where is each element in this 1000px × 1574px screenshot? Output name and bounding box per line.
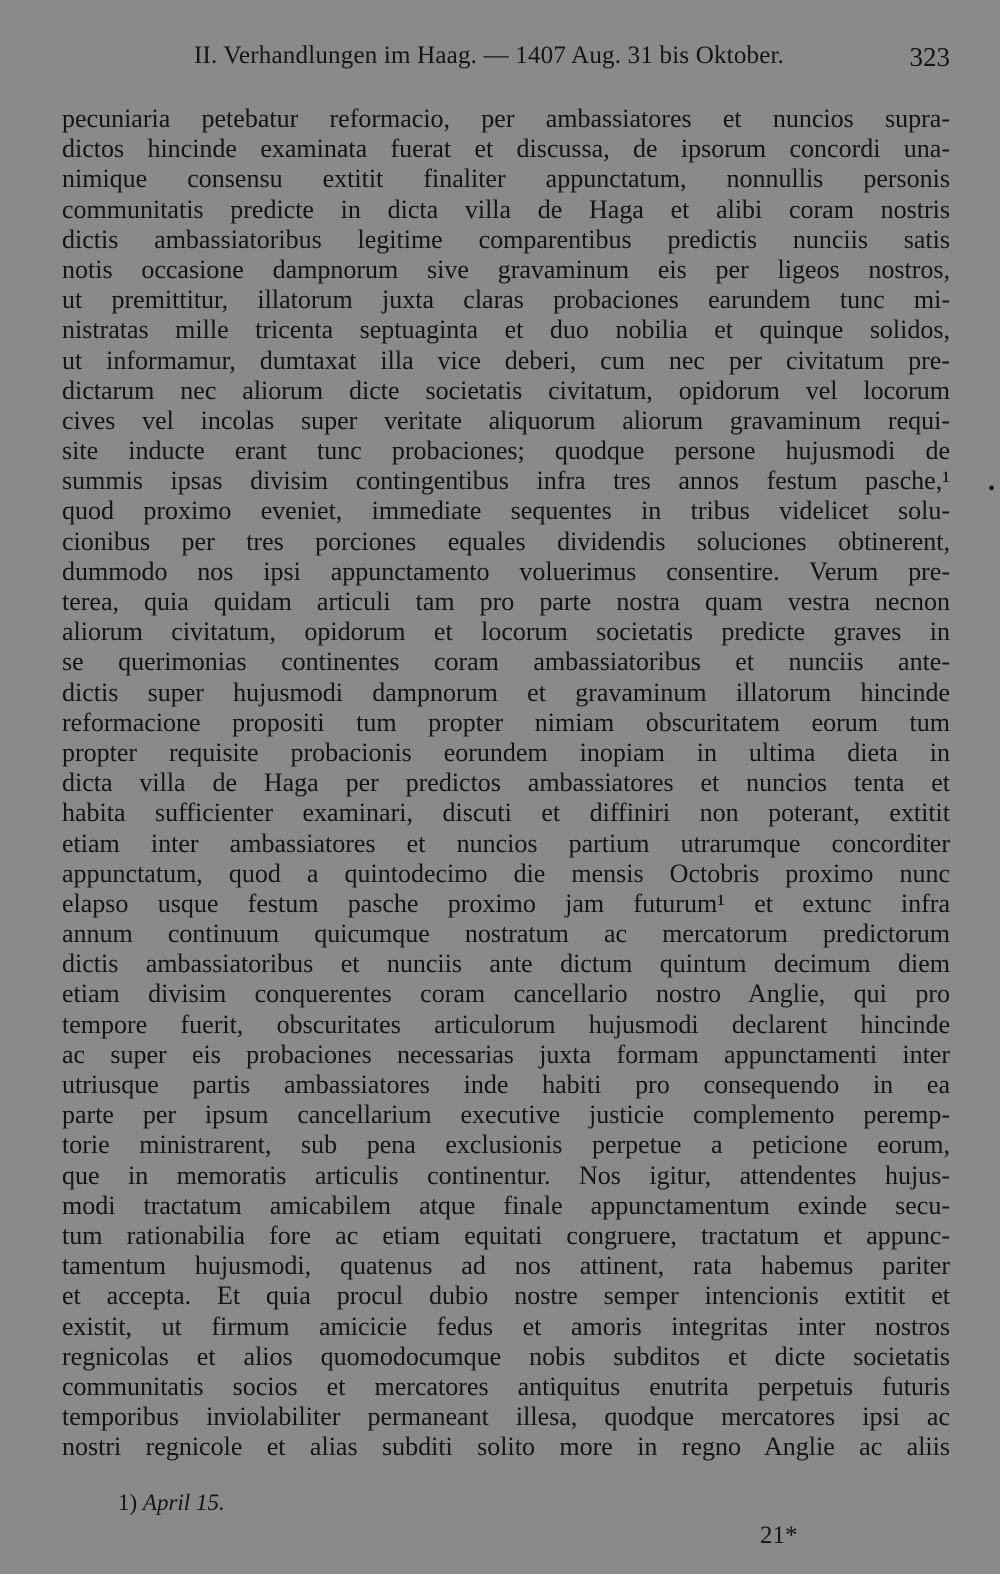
text-line: dictis ambassiatoribus legitime comparentibus predictis nunciis satis [62,224,950,254]
text-line: etiam divisim conquerentes coram cancellario nostro Anglie, qui pro [62,979,950,1009]
footnote-number: 1) [118,1490,138,1515]
text-line: et accepta. Et quia procul dubio nostre semper intencionis extitit et [62,1281,950,1311]
text-line: habita sufficienter examinari, discuti et diffiniri non poterant, extitit [62,798,950,828]
text-line: dummodo nos ipsi appunctamento voluerimus consentire. Verum pre- [62,556,950,586]
text-line: dictarum nec aliorum dicte societatis civitatum, opidorum vel locorum [62,375,950,405]
text-line: communitatis predicte in dicta villa de Haga et alibi coram nostris [62,194,950,224]
text-line: propter requisite probacionis eorundem inopiam in ultima dieta in [62,737,950,767]
text-line: temporibus inviolabiliter permaneant illesa, quodque mercatores ipsi ac [62,1402,950,1432]
text-line: aliorum civitatum, opidorum et locorum societatis predicte graves in [62,617,950,647]
text-line: appunctatum, quod a quintodecimo die mensis Octobris proximo nunc [62,858,950,888]
text-line: modi tractatum amicabilem atque finale appunctamentum exinde secu- [62,1190,950,1220]
text-line: nimique consensu extitit finaliter appunctatum, nonnullis personis [62,164,950,194]
text-line: notis occasione dampnorum sive gravaminum eis per ligeos nostros, [62,254,950,284]
footnote-text: April 15. [142,1490,225,1515]
text-line: tum rationabilia fore ac etiam equitati congruere, tractatum et appunc- [62,1220,950,1250]
text-line: cives vel incolas super veritate aliquorum aliorum gravaminum requi- [62,405,950,435]
text-line: nostri regnicole et alias subditi solito more in regno Anglie ac aliis [62,1432,950,1462]
text-line: ut premittitur, illatorum juxta claras probaciones earundem tunc mi- [62,285,950,315]
running-head: II. Verhandlungen im Haag. — 1407 Aug. 31 bis Oktober. [194,42,785,69]
text-line: se querimonias continentes coram ambassiatoribus et nunciis ante- [62,647,950,677]
text-line: dictis super hujusmodi dampnorum et gravaminum illatorum hincinde [62,677,950,707]
text-line: dicta villa de Haga per predictos ambassiatores et nuncios tenta et [62,768,950,798]
text-line: existit, ut firmum amicicie fedus et amoris integritas inter nostros [62,1311,950,1341]
text-line: annum continuum quicumque nostratum ac mercatorum predictorum [62,919,950,949]
text-line: dictis ambassiatoribus et nunciis ante dictum quintum decimum diem [62,949,950,979]
text-line: reformacione propositi tum propter nimiam obscuritatem eorum tum [62,707,950,737]
margin-mark: • [988,478,996,500]
text-line: torie ministrarent, sub pena exclusionis perpetue a peticione eorum, [62,1130,950,1160]
text-line: quod proximo eveniet, immediate sequentes in tribus videlicet solu- [62,496,950,526]
text-line: dictos hincinde examinata fuerat et discussa, de ipsorum concordi una- [62,134,950,164]
text-line: communitatis socios et mercatores antiquitus enutrita perpetuis futuris [62,1371,950,1401]
text-line: regnicolas et alios quomodocumque nobis subditos et dicte societatis [62,1341,950,1371]
page-header [62,42,950,82]
text-line: terea, quia quidam articuli tam pro parte nostra quam vestra necnon [62,587,950,616]
text-line: parte per ipsum cancellarium executive justicie complemento peremp- [62,1100,950,1130]
text-line: ut informamur, dumtaxat illa vice deberi, cum nec per civitatum pre- [62,345,950,375]
text-line: ac super eis probaciones necessarias juxta formam appunctamenti inter [62,1039,950,1069]
body-text [62,104,950,1462]
text-line: summis ipsas divisim contingentibus infra tres annos festum pasche,¹ [62,466,950,496]
text-line: elapso usque festum pasche proximo jam futurum¹ et extunc infra [62,888,950,918]
text-line: etiam inter ambassiatores et nuncios partium utrarumque concorditer [62,828,950,858]
text-line: que in memoratis articulis continentur. Nos igitur, attendentes hujus- [62,1160,950,1190]
text-line: tamentum hujusmodi, quatenus ad nos attinent, rata habemus pariter [62,1251,950,1281]
footnote [118,1490,225,1516]
text-line: site inducte erant tunc probaciones; quodque persone hujusmodi de [62,436,950,466]
text-line: cionibus per tres porciones equales dividendis soluciones obtinerent, [62,526,950,556]
page-number: 323 [909,42,950,72]
signature-mark: 21* [760,1522,798,1549]
text-line: tempore fuerit, obscuritates articulorum hujusmodi declarent hincinde [62,1009,950,1039]
text-line: utriusque partis ambassiatores inde habiti pro consequendo in ea [62,1070,950,1099]
text-line: pecuniaria petebatur reformacio, per ambassiatores et nuncios supra- [62,104,950,133]
text-line: nistratas mille tricenta septuaginta et duo nobilia et quinque solidos, [62,315,950,345]
